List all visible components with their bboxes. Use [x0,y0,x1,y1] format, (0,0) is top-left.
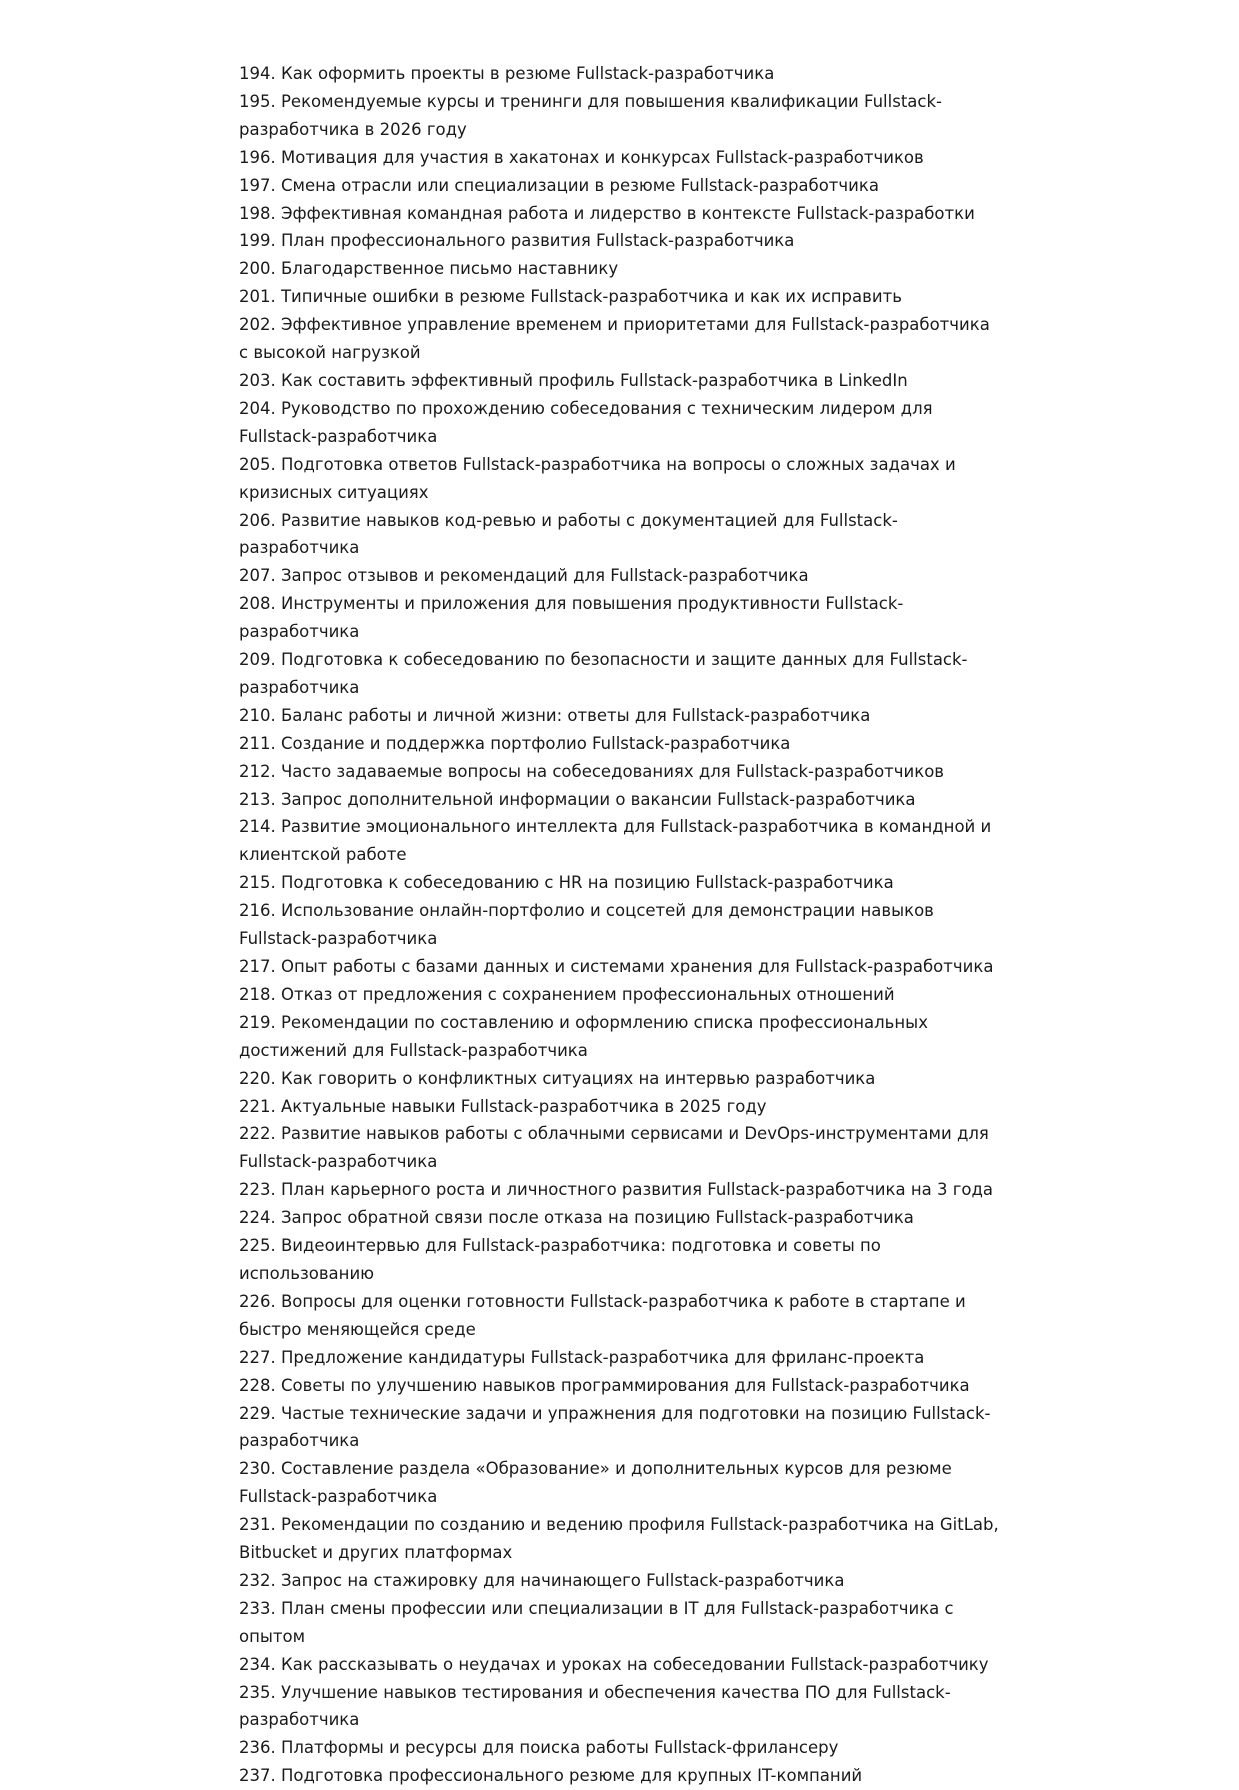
toc-link[interactable]: 197. Смена отрасли или специализации в резюме Fullstack-разработчика [239,175,879,195]
toc-link[interactable]: 209. Подготовка к собеседованию по безопасности и защите данных для Fullstack-разработчика [239,650,968,697]
toc-link[interactable]: 221. Актуальные навыки Fullstack-разработчика в 2025 году [239,1096,767,1116]
toc-item [239,646,999,702]
toc-link[interactable]: 223. План карьерного роста и личностного развития Fullstack-разработчика на 3 года [239,1180,993,1200]
toc-item [239,786,999,814]
toc-item [239,1455,999,1511]
toc-link[interactable]: 199. План профессионального развития Fullstack-разработчика [239,231,795,251]
toc-link[interactable]: 201. Типичные ошибки в резюме Fullstack-разработчика и как их исправить [239,287,902,307]
toc-item [239,367,999,395]
toc-item [239,1679,999,1735]
toc-link[interactable]: 225. Видеоинтервью для Fullstack-разработчика: подготовка и советы по использованию [239,1236,881,1283]
toc-item [239,562,999,590]
toc-item [239,144,999,172]
toc-link[interactable]: 217. Опыт работы с базами данных и системами хранения для Fullstack-разработчика [239,957,994,976]
toc-link[interactable]: 215. Подготовка к собеседованию с HR на позицию Fullstack-разработчика [239,873,894,893]
toc-item [239,1762,999,1790]
toc-link[interactable]: 234. Как рассказывать о неудачах и уроках на собеседовании Fullstack-разработчику [239,1654,989,1674]
toc-link[interactable]: 218. Отказ от предложения с сохранением профессиональных отношений [239,984,895,1004]
toc-item [239,1372,999,1400]
toc-item [239,1176,999,1204]
toc-link[interactable]: 235. Улучшение навыков тестирования и обеспечения качества ПО для Fullstack-разработчика [239,1682,951,1730]
toc-item [239,1204,999,1232]
toc-link[interactable]: 206. Развитие навыков код-ревью и работы с документацией для Fullstack-разработчика [239,510,898,558]
toc-link[interactable]: 212. Часто задаваемые вопросы на собеседованиях для Fullstack-разработчиков [239,761,945,781]
toc-item [239,172,999,200]
toc-link[interactable]: 237. Подготовка профессионального резюме для крупных IT-компаний [239,1766,863,1786]
toc-link[interactable]: 220. Как говорить о конфликтных ситуациях на интервью разработчика [239,1068,876,1088]
toc-item [239,60,999,88]
toc-link[interactable]: 216. Использование онлайн-портфолио и соцсетей для демонстрации навыков Fullstack-разработчика [239,901,934,949]
toc-item [239,1651,999,1679]
toc-item [239,1232,999,1288]
toc-item [239,395,999,451]
toc-link[interactable]: 226. Вопросы для оценки готовности Fullstack-разработчика к работе в стартапе и быстро меняющейся среде [239,1291,966,1339]
toc-link[interactable]: 233. План смены профессии или специализации в IT для Fullstack-разработчика с опытом [239,1598,954,1646]
toc-link[interactable]: 210. Баланс работы и личной жизни: ответы для Fullstack-разработчика [239,705,871,725]
toc-link[interactable]: 198. Эффективная командная работа и лидерство в контексте Fullstack-разработки [239,203,975,223]
toc-item [239,869,999,897]
toc-item [239,590,999,646]
toc-link[interactable]: 231. Рекомендации по созданию и ведению профиля Fullstack-разработчика на GitLab, Bitbucket и других платформах [239,1515,999,1563]
toc-link[interactable]: 202. Эффективное управление временем и приоритетами для Fullstack-разработчика с высокой нагрузкой [239,315,990,363]
toc-link[interactable]: 232. Запрос на стажировку для начинающего Fullstack-разработчика [239,1570,845,1590]
toc-item [239,1093,999,1121]
toc-item [239,1009,999,1065]
toc-item [239,813,999,869]
toc-item [239,1567,999,1595]
toc-item [239,1400,999,1456]
toc-item [239,255,999,283]
toc-item [239,1120,999,1176]
table-of-contents [239,60,999,1790]
toc-item [239,227,999,255]
toc-link[interactable]: 208. Инструменты и приложения для повышения продуктивности Fullstack-разработчика [239,594,904,642]
toc-link[interactable]: 236. Платформы и ресурсы для поиска работы Fullstack-фрилансеру [239,1738,839,1758]
toc-link[interactable]: 211. Создание и поддержка портфолио Fullstack-разработчика [239,733,791,753]
toc-item [239,953,999,981]
toc-link[interactable]: 200. Благодарственное письмо наставнику [239,259,619,279]
toc-item [239,897,999,953]
toc-item [239,200,999,228]
toc-link[interactable]: 227. Предложение кандидатуры Fullstack-разработчика для фриланс-проекта [239,1347,925,1367]
toc-link[interactable]: 222. Развитие навыков работы с облачными сервисами и DevOps-инструментами для Fullstack-разработчика [239,1124,989,1172]
toc-link[interactable]: 204. Руководство по прохождению собеседования с техническим лидером для Fullstack-разработчика [239,398,933,446]
toc-link[interactable]: 207. Запрос отзывов и рекомендаций для Fullstack-разработчика [239,566,809,586]
toc-item [239,981,999,1009]
toc-item [239,1344,999,1372]
toc-item [239,730,999,758]
toc-link[interactable]: 224. Запрос обратной связи после отказа на позицию Fullstack-разработчика [239,1208,914,1228]
toc-item [239,311,999,367]
toc-link[interactable]: 228. Советы по улучшению навыков программирования для Fullstack-разработчика [239,1375,970,1395]
toc-item [239,283,999,311]
toc-item [239,1595,999,1651]
toc-item [239,1511,999,1567]
toc-link[interactable]: 196. Мотивация для участия в хакатонах и конкурсах Fullstack-разработчиков [239,147,924,167]
toc-item [239,88,999,144]
toc-item [239,1288,999,1344]
toc-item [239,1065,999,1093]
toc-link[interactable]: 205. Подготовка ответов Fullstack-разработчика на вопросы о сложных задачах и кризисных ситуациях [239,454,956,502]
toc-item [239,758,999,786]
toc-item [239,507,999,563]
toc-link[interactable]: 194. Как оформить проекты в резюме Fullstack-разработчика [239,64,775,83]
toc-link[interactable]: 229. Частые технические задачи и упражнения для подготовки на позицию Fullstack-разработчика [239,1403,991,1451]
toc-link[interactable]: 214. Развитие эмоционального интеллекта для Fullstack-разработчика в командной и клиентской работе [239,817,992,865]
toc-link[interactable]: 213. Запрос дополнительной информации о вакансии Fullstack-разработчика [239,789,916,809]
toc-item [239,451,999,507]
toc-item [239,1734,999,1762]
toc-link[interactable]: 203. Как составить эффективный профиль Fullstack-разработчика в LinkedIn [239,370,908,390]
toc-link[interactable]: 219. Рекомендации по составлению и оформлению списка профессиональных достижений для Fullstack-разработчика [239,1012,928,1060]
toc-item [239,702,999,730]
toc-link[interactable]: 230. Составление раздела «Образование» и дополнительных курсов для резюме Fullstack-разработчика [239,1459,952,1507]
toc-link[interactable]: 195. Рекомендуемые курсы и тренинги для повышения квалификации Fullstack-разработчика в 2026 году [239,91,942,139]
